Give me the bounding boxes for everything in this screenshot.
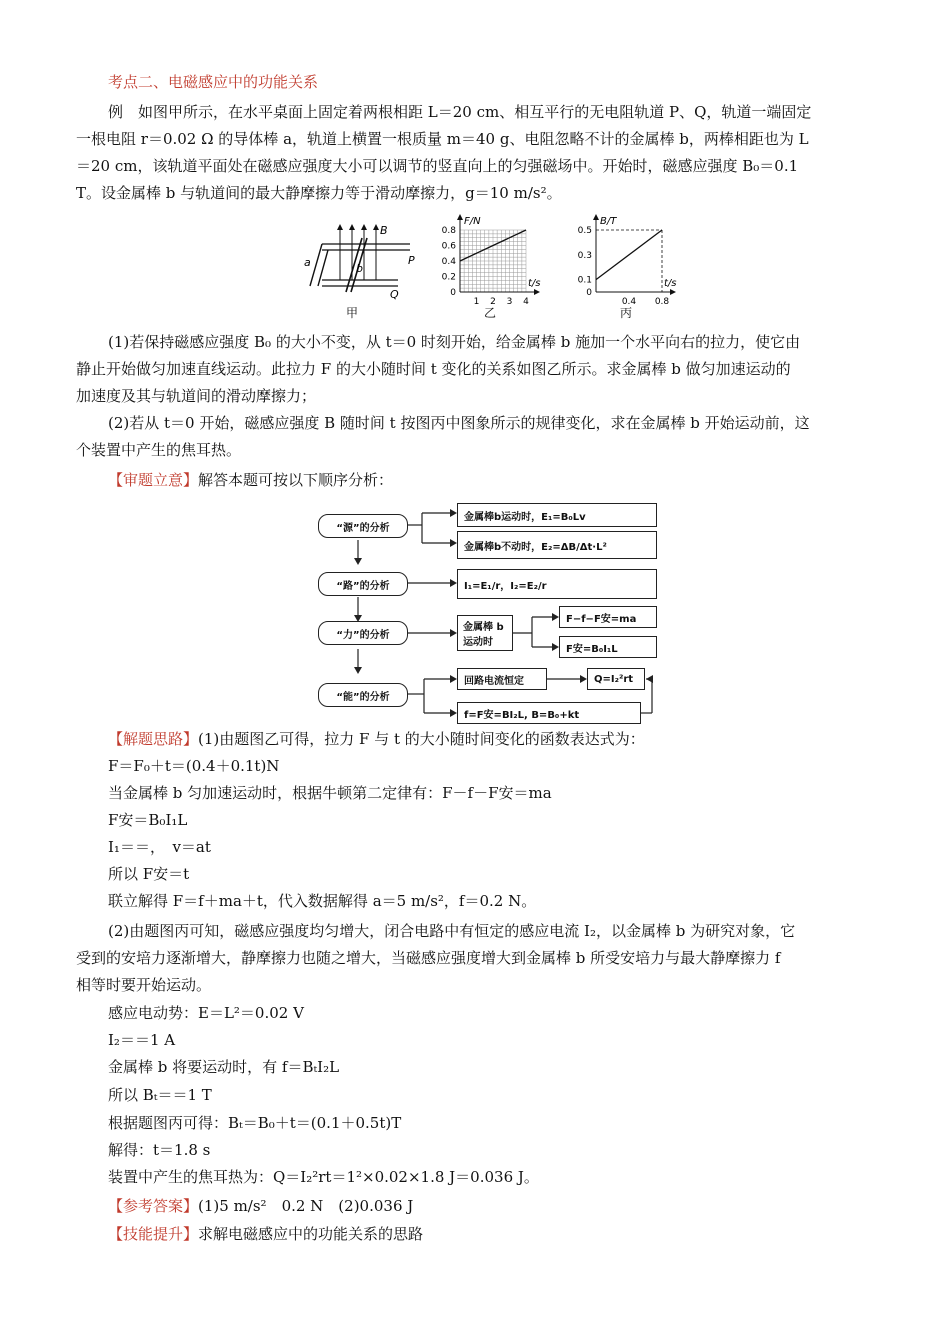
y-tick-label: 0.4	[441, 257, 456, 267]
flow-energy-node: “能”的分析	[318, 683, 408, 707]
label-Q: Q	[390, 288, 399, 300]
solution-l2: F＝F₀＋t＝(0.4＋0.1t)N	[108, 757, 280, 775]
x-axis-arrow	[670, 289, 676, 295]
figure-bing-chart	[566, 212, 686, 308]
problem-line-3: ＝20 cm，该轨道平面处在磁感应强度大小可以调节的竖直向上的匀强磁场中。开始时，磁感应强度 B₀＝0.1	[76, 157, 799, 175]
y-tick-label: 0.1	[577, 275, 592, 286]
flow-source-static: 金属棒b不动时，E₂=ΔB/Δt·L²	[457, 531, 657, 559]
problem-line-2: 一根电阻 r＝0.02 Ω 的导体棒 a，轨道上横置一根质量 m＝40 g、电阻忽略不计的金属棒 b，两棒相距也为 L	[76, 130, 809, 148]
y-tick-label: 0.2	[441, 272, 456, 283]
flow-force-node: “力”的分析	[318, 621, 408, 645]
solution-l9: 受到的安培力逐渐增大，静摩擦力也随之增大，当磁感应强度增大到金属棒 b 所受安培力与最大静摩擦力 f	[76, 949, 781, 967]
y-tick-label: 0	[450, 288, 456, 298]
flow-source-node: “源”的分析	[318, 514, 408, 538]
skill-tag: 【技能提升】	[108, 1225, 199, 1243]
flow-force-box	[457, 615, 513, 651]
series-line	[596, 230, 662, 280]
x-tick-label: 4	[523, 297, 529, 307]
y-axis-arrow	[593, 214, 599, 220]
shenti-tag: 【审题立意】	[108, 471, 199, 489]
answer-line	[108, 1196, 413, 1216]
solution-heading	[108, 729, 645, 749]
y-tick-label: 0	[586, 288, 592, 298]
x-tick-label: 2	[490, 297, 496, 307]
problem-line-1: 例 如图甲所示，在水平桌面上固定着两根相距 L＝20 cm、相互平行的无电阻轨道 P、Q，轨道一端固定	[108, 103, 812, 121]
shenti-heading	[108, 470, 393, 490]
x-axis-label: t/s	[664, 278, 677, 289]
flow-energy-current: 回路电流恒定	[457, 668, 547, 690]
y-tick-label: 0.5	[577, 226, 592, 236]
solution-l11: 感应电动势：E＝L²＝0.02 V	[108, 1004, 304, 1022]
shenti-text: 解答本题可按以下顺序分析：	[198, 471, 394, 489]
x-tick-label: 0.8	[654, 297, 670, 307]
solution-l1: (1)由题图乙可得，拉力 F 与 t 的大小随时间变化的函数表达式为：	[198, 730, 645, 748]
solution-l6: 所以 F安＝t	[108, 865, 190, 883]
q1-line-1: (1)若保持磁感应强度 B₀ 的大小不变，从 t＝0 时刻开始，给金属棒 b 施加一个水平向右的拉力，使它由	[108, 333, 801, 351]
flow-source-moving: 金属棒b运动时，E₁=B₀Lv	[457, 503, 657, 527]
x-tick-label: 3	[506, 297, 513, 307]
answer-text: (1)5 m/s² 0.2 N (2)0.036 J	[198, 1197, 414, 1215]
problem-line-4: T。设金属棒 b 与轨道间的最大静摩擦力等于滑动摩擦力，g＝10 m/s²。	[76, 184, 562, 202]
flow-force-box-line1: 金属棒 b	[463, 622, 504, 633]
x-tick-label: 1	[473, 297, 480, 307]
x-tick-label: 0.4	[621, 297, 637, 307]
figure-jia-diagram	[300, 220, 420, 300]
solution-l10: 相等时要开始运动。	[76, 976, 212, 994]
solution-l7: 联立解得 F＝f＋ma＋t，代入数据解得 a＝5 m/s²，f＝0.2 N。	[108, 892, 537, 910]
y-axis-label: F/N	[464, 216, 481, 227]
solution-l13: 金属棒 b 将要运动时，有 f＝BₜI₂L	[108, 1058, 340, 1076]
x-axis-label: t/s	[528, 278, 541, 289]
y-tick-label: 0.6	[441, 241, 456, 252]
solution-l5: I₁＝＝， v＝at	[108, 838, 211, 856]
flow-energy-heat: Q=I₂²rt	[587, 668, 645, 690]
label-B: B	[380, 224, 388, 237]
figure-bing-caption: 丙	[620, 306, 633, 320]
answer-tag: 【参考答案】	[108, 1197, 199, 1215]
label-a: a	[304, 256, 311, 269]
solution-l14: 所以 Bₜ＝＝1 T	[108, 1086, 212, 1104]
label-P: P	[408, 254, 415, 267]
figure-yi-caption: 乙	[484, 306, 497, 320]
flow-force-box-line2: 运动时	[463, 637, 493, 648]
q2-line-2: 个装置中产生的焦耳热。	[76, 441, 242, 459]
flow-energy-f: f=F安=BI₂L, B=B₀+kt	[457, 702, 641, 724]
solution-l16: 解得：t＝1.8 s	[108, 1141, 211, 1159]
flow-road-formula: I₁=E₁/r，I₂=E₂/r	[457, 569, 657, 599]
solution-l17: 装置中产生的焦耳热为：Q＝I₂²rt＝1²×0.02×1.8 J＝0.036 J。	[108, 1168, 539, 1186]
solution-l4: F安＝B₀I₁L	[108, 811, 188, 829]
x-axis-arrow	[534, 289, 540, 295]
solution-l15: 根据题图丙可得：Bₜ＝B₀＋t＝(0.1＋0.5t)T	[108, 1114, 402, 1132]
skill-text: 求解电磁感应中的功能关系的思路	[198, 1225, 424, 1243]
solution-tag: 【解题思路】	[108, 730, 199, 748]
y-tick-label: 0.3	[577, 250, 592, 261]
q1-line-3: 加速度及其与轨道间的滑动摩擦力；	[76, 387, 317, 405]
y-axis-arrow	[457, 214, 463, 220]
y-tick-label: 0.8	[441, 226, 456, 236]
label-b: b	[356, 262, 363, 275]
section-title: 考点二、电磁感应中的功能关系	[108, 73, 319, 91]
q1-line-2: 静止开始做匀加速直线运动。此拉力 F 的大小随时间 t 变化的关系如图乙所示。求金属棒 b 做匀加速运动的	[76, 360, 791, 378]
y-axis-label: B/T	[600, 216, 617, 227]
flow-force-eq2: F安=B₀I₁L	[559, 636, 657, 658]
flow-road-node: “路”的分析	[318, 572, 408, 596]
figure-jia-caption: 甲	[346, 306, 359, 320]
figure-yi-chart	[430, 212, 550, 308]
solution-l3: 当金属棒 b 匀加速运动时，根据牛顿第二定律有：F－f－F安＝ma	[108, 784, 552, 802]
solution-l12: I₂＝＝1 A	[108, 1031, 176, 1049]
flow-force-eq1: F−f−F安=ma	[559, 606, 657, 628]
skill-line	[108, 1224, 423, 1244]
solution-l8: (2)由题图丙可知，磁感应强度均匀增大，闭合电路中有恒定的感应电流 I₂，以金属棒 b 为研究对象，它	[108, 922, 796, 940]
q2-line-1: (2)若从 t＝0 开始，磁感应强度 B 随时间 t 按图丙中图象所示的规律变化，求在金属棒 b 开始运动前，这	[108, 414, 810, 432]
